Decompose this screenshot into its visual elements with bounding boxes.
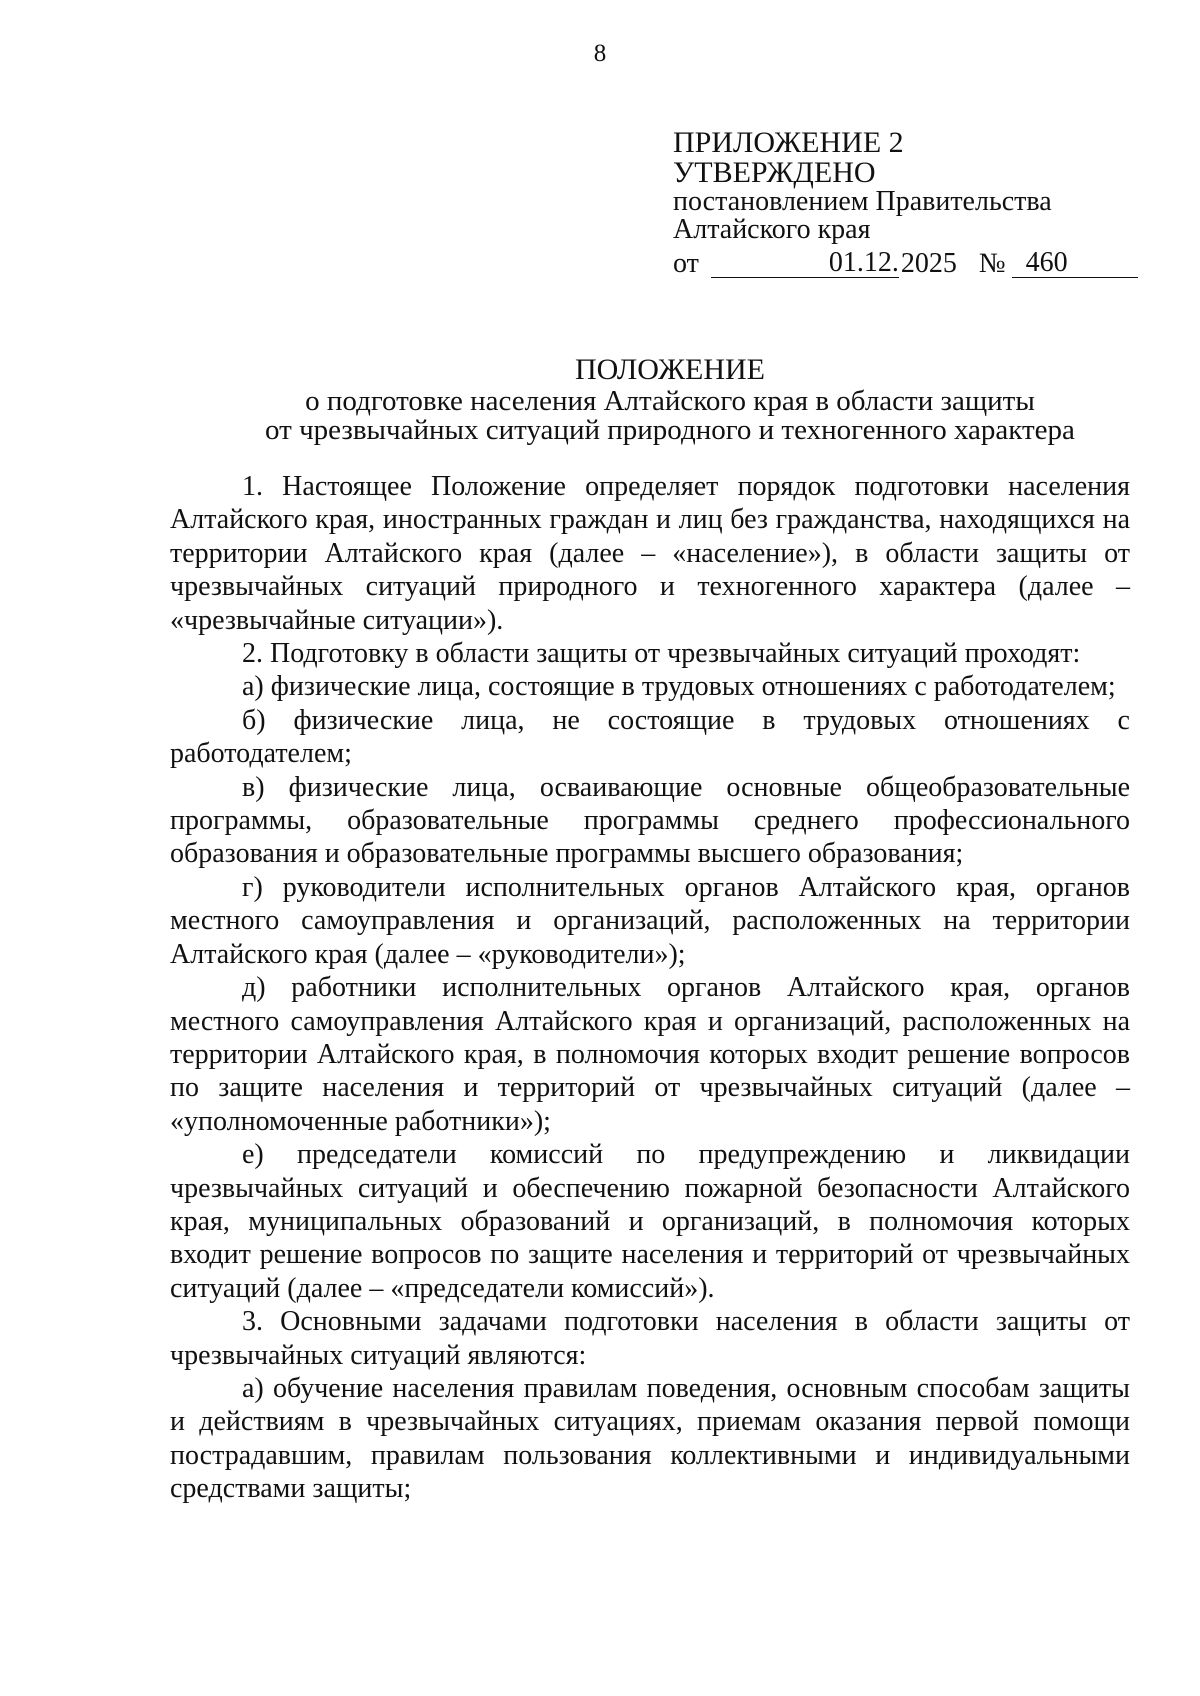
paragraph: а) обучение населения правилам поведения, основным способам защиты и действиям в чрезвычайных ситуациях, приемам оказания первой помощи пострадавшим, правилам пользования коллективными и индивидуальными средствами защиты; [170,1372,1130,1505]
paragraph: д) работники исполнительных органов Алтайского края, органов местного самоуправления Алтайского края и организаций, расположенных на территории Алтайского края, в полномочия которых входит решение вопросов по защите населения и территорий от чрезвычайных ситуаций (далее – «уполномоченные работники»); [170,972,1130,1137]
number-sign: № [978,248,1006,280]
paragraph: е) председатели комиссий по предупреждению и ликвидации чрезвычайных ситуаций и обеспечению пожарной безопасности Алтайского края, муниципальных образований и организаций, в полномочия которых входит решение вопросов по защите населения и территорий от чрезвычайных ситуаций (далее – «председатели комиссий»). [170,1139,1130,1304]
paragraph: 2. Подготовку в области защиты от чрезвычайных ситуаций проходят: [242,638,1081,670]
title-main: ПОЛОЖЕНИЕ [575,353,765,386]
title-sub-line1: о подготовке населения Алтайского края в области защиты [305,385,1035,417]
number-field: 460 [1012,248,1138,278]
date-field: 01.12. [711,248,899,278]
document-body [170,470,1130,1506]
page-number: 8 [593,40,607,67]
approved-label: УТВЕРЖДЕНО [673,156,876,189]
paragraph: а) физические лица, состоящие в трудовых отношениях с работодателем; [242,671,1116,703]
year-value: 2025 [900,248,957,280]
date-prefix: от [673,248,699,280]
approved-by-line1: постановлением Правительства [673,186,1052,217]
paragraph: в) физические лица, осваивающие основные общеобразовательные программы, образовательные программы среднего профессионального образования и образовательные программы высшего образования; [170,771,1130,870]
approval-block [673,128,1143,278]
appendix-label: ПРИЛОЖЕНИЕ 2 [673,126,904,159]
paragraph: 3. Основными задачами подготовки населения в области защиты от чрезвычайных ситуаций являются: [170,1306,1130,1371]
paragraph: г) руководители исполнительных органов Алтайского края, органов местного самоуправления и организаций, расположенных на территории Алтайского края (далее – «руководители»); [170,871,1130,970]
document-title [170,355,1170,445]
paragraph: б) физические лица, не состоящие в трудовых отношениях с работодателем; [170,704,1130,770]
approved-by-line2: Алтайского края [673,214,871,245]
paragraph: 1. Настоящее Положение определяет порядок подготовки населения Алтайского края, иностранных граждан и лиц без гражданства, находящихся на территории Алтайского края (далее – «население»), в области защиты от чрезвычайных ситуаций природного и техногенного характера (далее – «чрезвычайные ситуации»). [170,471,1130,636]
date-number-row [673,248,1143,278]
title-sub-line2: от чрезвычайных ситуаций природного и техногенного характера [265,414,1075,446]
